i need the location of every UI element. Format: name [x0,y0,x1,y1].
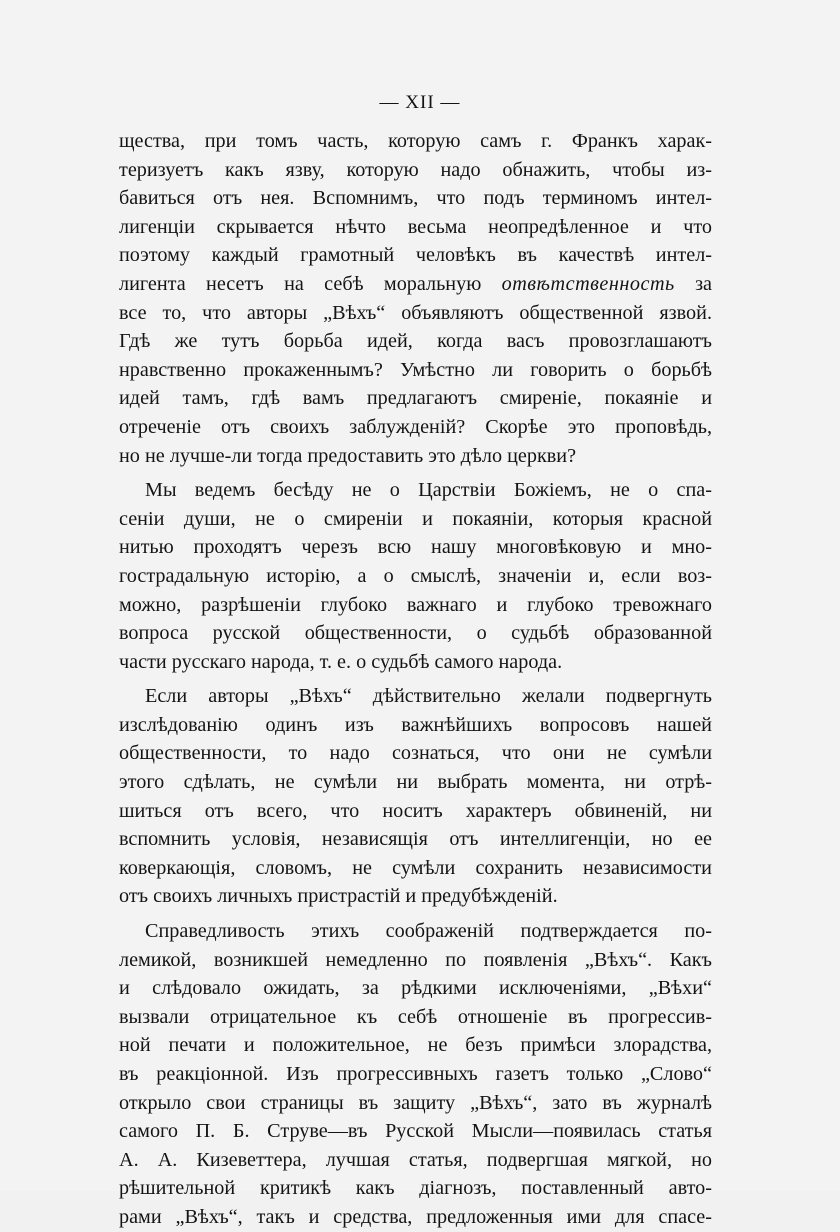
paragraph-3 [119,682,712,911]
text-line: Гдѣ же тутъ борьба идей, когда васъ провозглашаютъ [119,330,712,353]
text-line: лемикой, возникшей немедленно по появленія „Вѣхъ“. Какъ [119,948,712,971]
page-number-header: — XII — [379,92,461,113]
text-line: нравственно прокаженнымъ? Умѣстно ли говорить о борьбѣ [119,358,712,381]
text-line: можно, разрѣшеніи глубоко важнаго и глубоко тревожнаго [119,593,712,616]
paragraph-1 [119,127,712,470]
text-line: но не лучше-ли тогда предоставить это дѣло церкви? [119,444,577,467]
text-line: коверкающія, словомъ, не сумѣли сохранить независимости [119,856,712,879]
text-fragment: за [674,272,712,295]
text-line: А. А. Кизеветтера, лучшая статья, подвергшая мягкой, но [119,1148,712,1171]
text-line: отреченіе отъ своихъ заблужденій? Скорѣе это проповѣдь, [119,415,712,438]
text-fragment: лигента несетъ на себѣ моральную [119,272,502,295]
text-line: вспомнить условія, независящія отъ интеллигенціи, но ее [119,828,712,851]
text-line: Если авторы „Вѣхъ“ дѣйствительно желали подвергнуть [145,685,712,708]
text-line: шиться отъ всего, что носитъ характеръ обвиненій, ни [119,799,712,822]
text-line: лигенціи скрывается нѣчто весьма неопредѣленное и что [119,215,712,238]
text-line: общественности, то надо сознаться, что они не сумѣли [119,742,712,765]
text-line: этого сдѣлать, не сумѣли ни выбрать момента, ни отрѣ- [119,771,712,794]
text-line: Справедливость этихъ соображеній подтверждается по- [145,920,712,943]
text-line: открыло свои страницы въ защиту „Вѣхъ“, зато въ журналѣ [119,1091,712,1114]
text-line: теризуетъ какъ язву, которую надо обнажить, чтобы из- [119,158,712,181]
text-line: вызвали отрицательное къ себѣ отношеніе въ прогрессив- [119,1005,712,1028]
text-line: и слѣдовало ожидать, за рѣдкими исключеніями, „Вѣхи“ [119,977,712,1000]
emphasized-word: отвѣтственность [501,272,675,295]
paragraph-4 [119,917,712,1232]
text-line: гострадальную исторію, а о смыслѣ, значеніи и, если воз- [119,564,712,587]
text-line: сеніи души, не о смиреніи и покаяніи, которыя красной [119,507,712,530]
text-line: поэтому каждый грамотный человѣкъ въ качествѣ интел- [119,244,712,267]
text-line: части русскаго народа, т. е. о судьбѣ самого народа. [119,650,563,673]
text-line: все то, что авторы „Вѣхъ“ объявляютъ общественной язвой. [119,301,712,324]
text-line: бавиться отъ нея. Вспомнимъ, что подъ терминомъ интел- [119,187,712,210]
text-line: ной печати и положительное, не безъ примѣси злорадства, [119,1034,712,1057]
paragraph-2 [119,476,712,676]
text-line: рами „Вѣхъ“, такъ и средства, предложенныя ими для спасе- [119,1205,712,1228]
text-line: идей тамъ, гдѣ вамъ предлагаютъ смиреніе, покаяніе и [119,387,712,410]
text-line: въ реакціонной. Изъ прогрессивныхъ газетъ только „Слово“ [119,1063,712,1085]
page-body-text [119,127,712,1232]
text-line: изслѣдованію одинъ изъ важнѣйшихъ вопросовъ нашей [119,713,712,736]
text-line: щества, при томъ часть, которую самъ г. Франкъ харак- [119,130,712,152]
text-line: отъ своихъ личныхъ пристрастій и предубѣжденій. [119,885,558,908]
text-line: Мы ведемъ бесѣду не о Царствіи Божіемъ, не о спа- [145,479,712,502]
text-line: нитью проходятъ черезъ всю нашу многовѣковую и мно- [119,536,712,559]
text-line: вопроса русской общественности, о судьбѣ образованной [119,622,712,645]
text-line: рѣшительной критикѣ какъ діагнозъ, поставленный авто- [119,1177,712,1200]
text-line-with-emphasis [119,270,712,299]
text-line: самого П. Б. Струве—въ Русской Мысли—появилась статья [119,1120,712,1143]
